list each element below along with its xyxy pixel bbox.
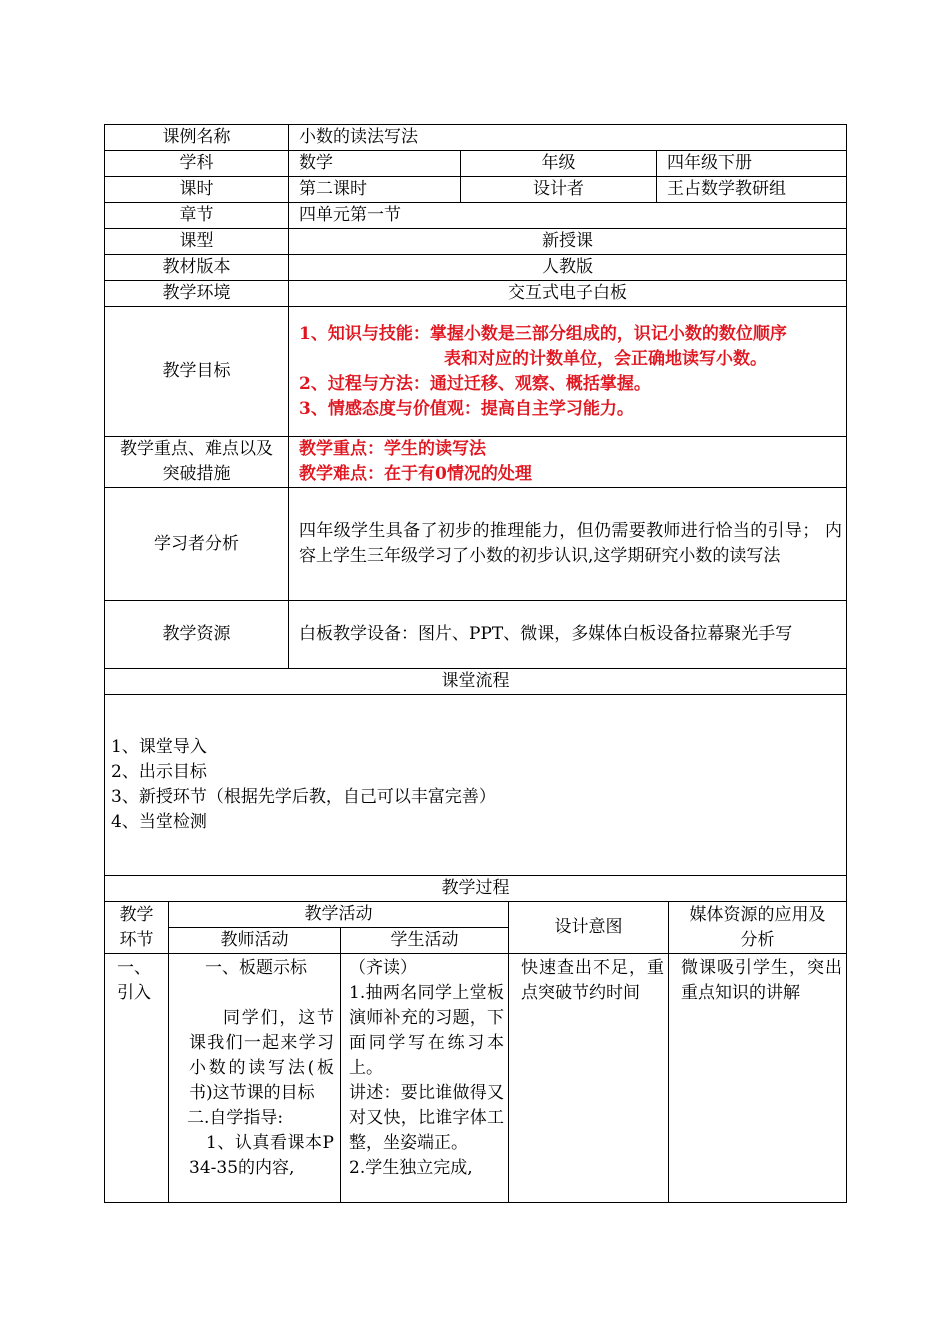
- objectives-label: 教学目标: [105, 307, 289, 437]
- designer-label: 设计者: [461, 177, 657, 203]
- blank-line: [189, 981, 334, 1006]
- teacher-self-study-title: 二.自学指导:: [187, 1108, 284, 1128]
- key-points-label-line-2: 突破措施: [162, 464, 231, 484]
- objective-1-line-b: 表和对应的计数单位，会正确地读写小数。: [444, 348, 767, 369]
- student-activity-header: 学生活动: [341, 928, 509, 954]
- media-header-line-1: 媒体资源的应用及: [689, 904, 826, 925]
- course-name-label: 课例名称: [105, 125, 289, 151]
- media-analysis-cell: 微课吸引学生，突出重点知识的讲解: [669, 954, 847, 1203]
- key-point: 教学重点：学生的读写法: [299, 439, 486, 459]
- class-flow-title: 课堂流程: [105, 669, 847, 695]
- design-intent-cell: 快速查出不足，重点突破节约时间: [509, 954, 669, 1203]
- resources-value: 白板教学设备：图片、PPT、微课，多媒体白板设备拉幕聚光手写: [289, 601, 847, 669]
- subject-value: 数学: [289, 151, 461, 177]
- class-flow-cell: [105, 695, 847, 876]
- learner-analysis-label: 学习者分析: [105, 488, 289, 601]
- stage-header: [105, 902, 169, 954]
- key-points-label-line-1: 教学重点、难点以及: [120, 439, 273, 459]
- media-header-line-2: 分析: [740, 929, 775, 950]
- stage-intro-cell: [105, 954, 169, 1203]
- media-header: [669, 902, 847, 954]
- edition-value: 人教版: [289, 255, 847, 281]
- student-activity-cell: [341, 954, 509, 1203]
- designer-value: 王占数学教研组: [657, 177, 847, 203]
- period-value: 第二课时: [289, 177, 461, 203]
- student-activity-2: 1.抽两名同学上堂板演师补充的习题，下面同学写在练习本上。: [349, 983, 504, 1078]
- objective-1-line-a: 1、知识与技能：掌握小数是三部分组成的，识记小数的数位顺序: [299, 323, 787, 344]
- objective-2: 2、过程与方法：通过迁移、观察、概括掌握。: [299, 373, 651, 394]
- student-activity-3: 讲述：要比谁做得又对又快，比谁字体工整，坐姿端正。: [349, 1083, 504, 1153]
- difficult-point: 教学难点：在于有0情况的处理: [299, 464, 532, 484]
- flow-item-3: 3、新授环节（根据先学后教，自己可以丰富完善）: [111, 787, 496, 807]
- stage-header-line-1: 教学: [119, 904, 154, 925]
- lesson-type-label: 课型: [105, 229, 289, 255]
- grade-label: 年级: [461, 151, 657, 177]
- subject-label: 学科: [105, 151, 289, 177]
- edition-label: 教材版本: [105, 255, 289, 281]
- grade-value: 四年级下册: [657, 151, 847, 177]
- course-name-value: 小数的读法写法: [289, 125, 847, 151]
- key-points-label: [105, 437, 289, 488]
- environment-label: 教学环境: [105, 281, 289, 307]
- stage-header-line-2: 环节: [119, 929, 154, 950]
- teacher-activity-header: 教师活动: [169, 928, 341, 954]
- intent-header: 设计意图: [509, 902, 669, 954]
- teacher-activity-cell: [169, 954, 341, 1203]
- key-points-cell: [289, 437, 847, 488]
- teaching-process-table: [104, 875, 847, 1203]
- flow-item-2: 2、出示目标: [111, 762, 207, 782]
- learner-analysis-value: 四年级学生具备了初步的推理能力，但仍需要教师进行恰当的引导； 内容上学生三年级学习了小数的初步认识,这学期研究小数的读写法: [289, 488, 847, 601]
- lesson-plan-document: [104, 124, 846, 1203]
- period-label: 课时: [105, 177, 289, 203]
- chapter-label: 章节: [105, 203, 289, 229]
- environment-value: 交互式电子白板: [289, 281, 847, 307]
- lesson-type-value: 新授课: [289, 229, 847, 255]
- teaching-process-title: 教学过程: [105, 876, 847, 902]
- objectives-cell: [289, 307, 847, 437]
- flow-item-4: 4、当堂检测: [111, 812, 207, 832]
- teacher-self-study-item: 1、认真看课本P34-35的内容,: [189, 1133, 334, 1178]
- activity-header: 教学活动: [169, 902, 509, 928]
- teacher-board-title: 一、板题示标: [205, 958, 307, 978]
- chapter-value: 四单元第一节: [289, 203, 847, 229]
- flow-item-1: 1、课堂导入: [111, 737, 207, 757]
- teacher-intro-text: 同学们，这节课我们一起来学习小数的读写法(板书)这节课的目标: [189, 1008, 334, 1103]
- stage-intro-line-1: 一、: [117, 958, 151, 978]
- lesson-info-table: [104, 124, 847, 876]
- objective-3: 3、情感态度与价值观：提高自主学习能力。: [299, 398, 634, 419]
- student-activity-1: （齐读）: [349, 958, 417, 978]
- student-activity-4: 2.学生独立完成,: [349, 1158, 473, 1178]
- stage-intro-line-2: 引入: [117, 983, 151, 1003]
- resources-label: 教学资源: [105, 601, 289, 669]
